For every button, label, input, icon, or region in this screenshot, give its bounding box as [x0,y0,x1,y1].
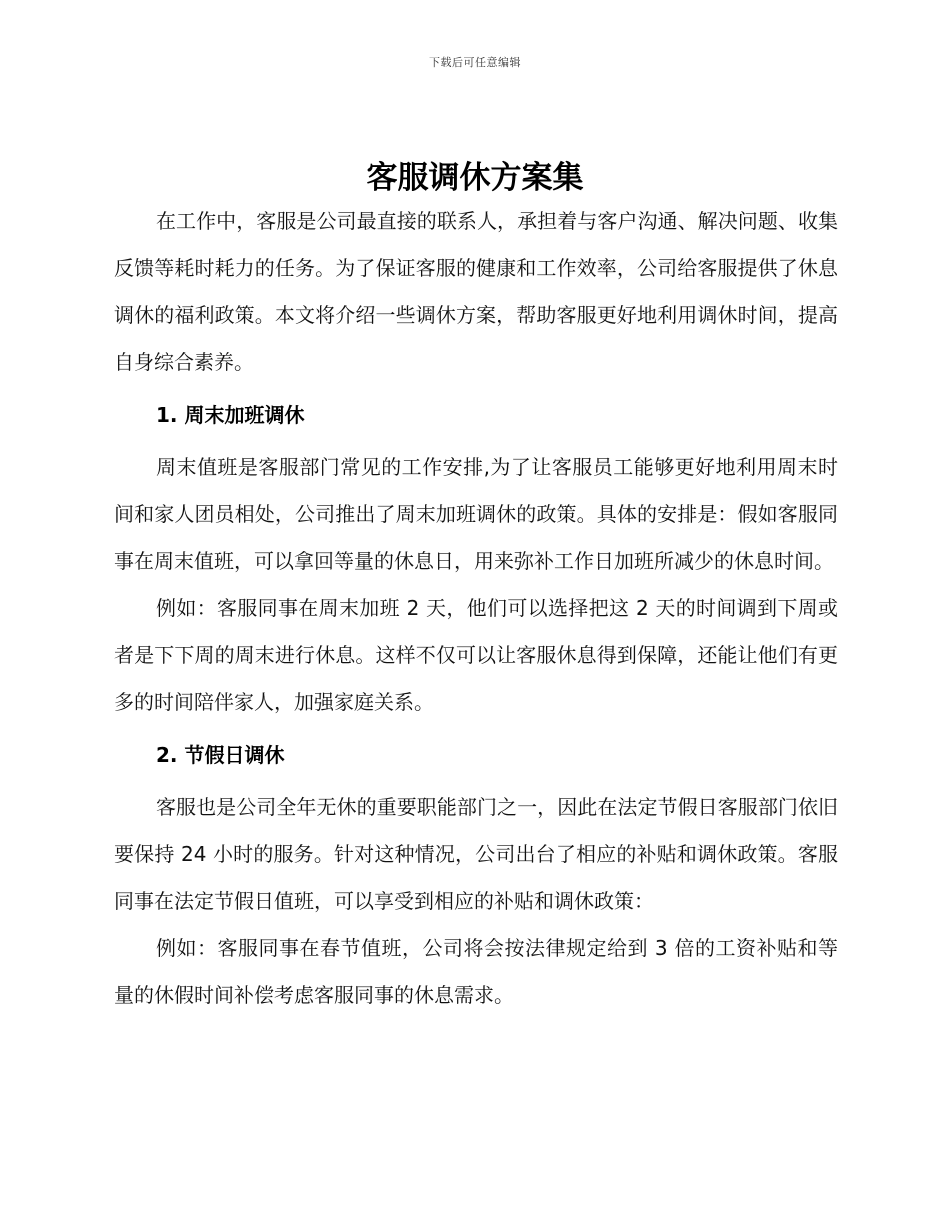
section-paragraph: 例如：客服同事在周末加班 2 天，他们可以选择把这 2 天的时间调到下周或者是下下周的周末进行休息。这样不仅可以让客服休息得到保障，还能让他们有更多的时间陪伴家人，加强家庭关系。 [114,596,838,714]
section-paragraph: 周末值班是客服部门常见的工作安排,为了让客服员工能够更好地利用周末时间和家人团员相处，公司推出了周末加班调休的政策。具体的安排是：假如客服同事在周末值班，可以拿回等量的休息日，用来弥补工作日加班所减少的休息时间。 [114,455,838,573]
section-heading-holiday: 2. 节假日调休 [156,743,285,767]
intro-paragraph: 在工作中，客服是公司最直接的联系人，承担着与客户沟通、解决问题、收集反馈等耗时耗力的任务。为了保证客服的健康和工作效率，公司给客服提供了休息调休的福利政策。本文将介绍一些调休方案，帮助客服更好地利用调休时间，提高自身综合素养。 [114,209,838,374]
section-paragraph: 例如：客服同事在春节值班，公司将会按法律规定给到 3 倍的工资补贴和等量的休假时间补偿考虑客服同事的休息需求。 [114,936,838,1007]
header-note: 下载后可任意编辑 [429,56,521,69]
section-heading-weekend: 1. 周末加班调休 [156,403,305,427]
document-title: 客服调休方案集 [366,160,584,196]
document-body [114,198,838,1019]
section-paragraph: 客服也是公司全年无休的重要职能部门之一，因此在法定节假日客服部门依旧要保持 24 小时的服务。针对这种情况，公司出台了相应的补贴和调休政策。客服同事在法定节假日值班，可以享受到相应的补贴和调休政策： [114,795,838,913]
